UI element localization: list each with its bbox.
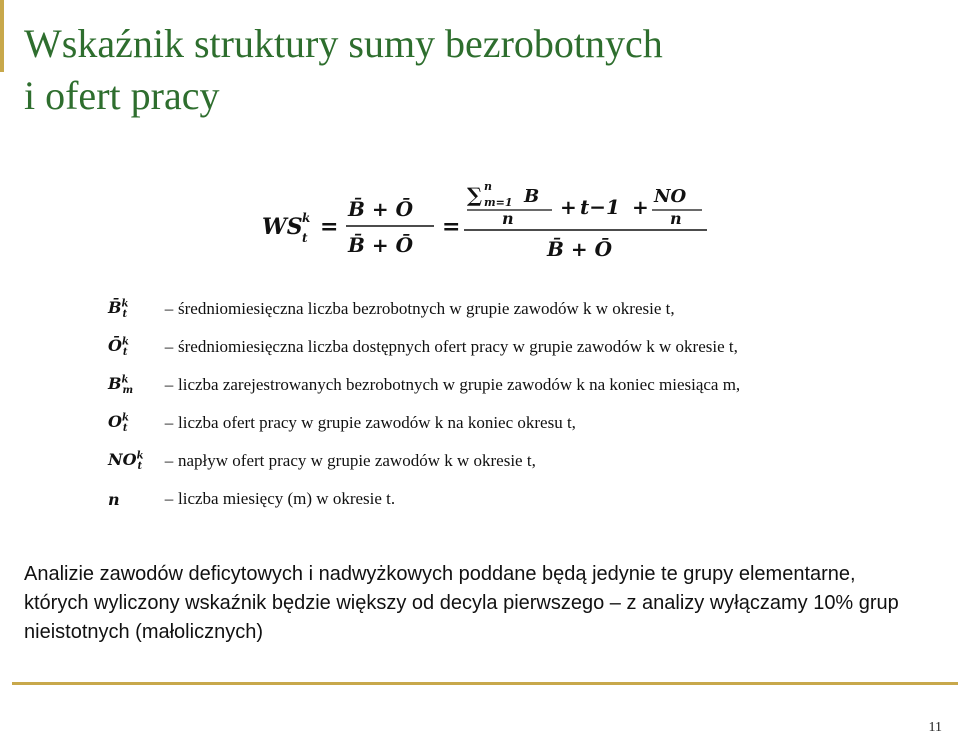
legend-item [108, 290, 868, 328]
slide-title-line-2: i ofert pracy [24, 73, 220, 118]
legend-text: liczba ofert pracy w grupie zawodów k na koniec okresu t, [178, 413, 576, 432]
formula-lhs-sup: k [302, 211, 311, 225]
formula-sum: ∑ [467, 183, 483, 207]
ws-formula [262, 178, 722, 262]
legend-dash: – [164, 413, 174, 432]
legend-symbol: $B^k_m$ [108, 373, 134, 397]
legend-item [108, 442, 868, 480]
legend-item [108, 404, 868, 442]
formula-lhs-sub: t [302, 231, 308, 245]
formula-O: t−1 [580, 195, 620, 219]
body-paragraph: Analizie zawodów deficytowych i nadwyżkowych poddane będą jedynie te grupy elementarne, których wyliczony wskaźnik będzie większy od decyla pierwszego – z analizy wyłączamy 10% grup nieistotnych (małolicznych) [24, 563, 899, 643]
legend-dash: – [164, 299, 174, 318]
formula-equals-2: = [442, 214, 461, 240]
footer-divider [12, 682, 958, 685]
legend-symbol: $O^k_t$ [108, 411, 129, 435]
legend-symbol: B̄$^k_t$ [108, 297, 129, 321]
legend-dash: – [164, 451, 174, 470]
symbol-legend [108, 290, 868, 518]
formula-plus-1: + [560, 195, 577, 219]
formula-sum-limit: n [484, 180, 492, 193]
formula-sum-B: B [524, 186, 540, 207]
legend-symbol: n [108, 489, 120, 509]
accent-left-bar [0, 0, 4, 72]
page-number: 11 [928, 720, 942, 735]
formula-inner-n-2: n [670, 209, 682, 228]
legend-item [108, 328, 868, 366]
formula-inner-n-1: n [502, 209, 514, 228]
formula-sum-index: m=1 [484, 196, 513, 209]
slide-title-line-1: Wskaźnik struktury sumy bezrobotnych [24, 21, 663, 66]
slide-title [24, 18, 663, 122]
formula-frac2-den: B̄ + Ō [547, 237, 613, 261]
formula-frac1-den: B̄ + Ō [348, 233, 414, 257]
formula-NO: NO [654, 186, 687, 207]
legend-symbol: $Ō^k_t$ [108, 335, 129, 359]
legend-dash: – [164, 489, 174, 508]
legend-dash: – [164, 337, 174, 356]
legend-text: liczba miesięcy (m) w okresie t. [178, 489, 396, 508]
formula-lhs: WS [262, 214, 303, 240]
formula-equals-1: = [320, 214, 339, 240]
legend-text: średniomiesięczna liczba dostępnych ofert pracy w grupie zawodów k w okresie t, [178, 337, 738, 356]
legend-text: liczba zarejestrowanych bezrobotnych w grupie zawodów k na koniec miesiąca m, [178, 375, 741, 394]
legend-symbol: $NO^k_t$ [108, 449, 144, 473]
formula-frac1-num: B̄ + Ō [348, 197, 414, 221]
legend-text: średniomiesięczna liczba bezrobotnych w grupie zawodów k w okresie t, [178, 299, 675, 318]
legend-item [108, 480, 868, 518]
legend-text: napływ ofert pracy w grupie zawodów k w okresie t, [178, 451, 536, 470]
formula-plus-2: + [632, 195, 649, 219]
legend-item [108, 366, 868, 404]
legend-dash: – [164, 375, 174, 394]
